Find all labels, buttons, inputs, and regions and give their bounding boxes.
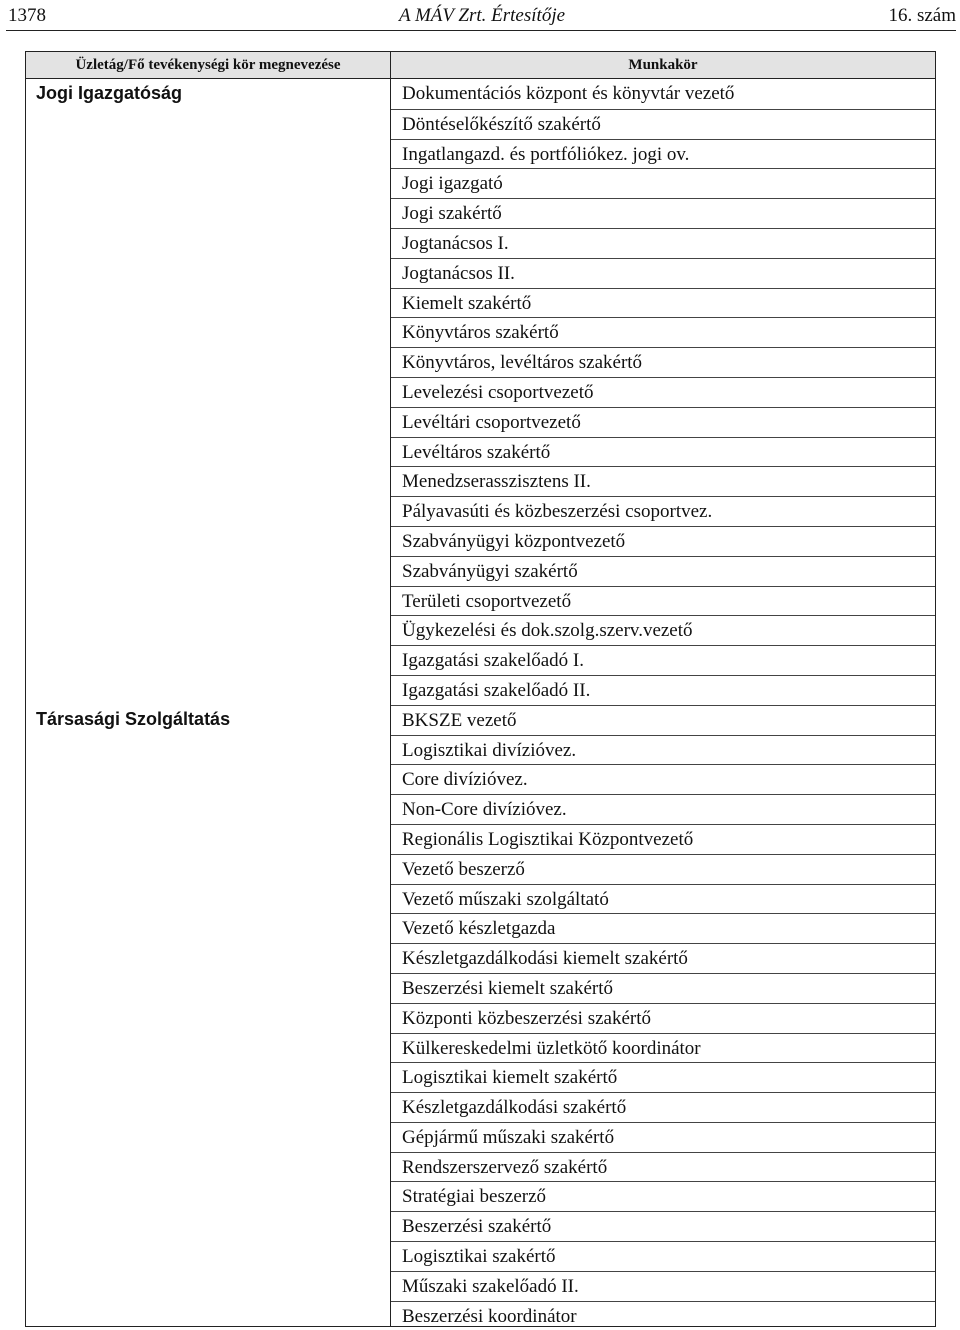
- role-cell: Regionális Logisztikai Központvezető: [391, 824, 935, 854]
- role-cell: Ingatlangazd. és portfóliókez. jogi ov.: [391, 139, 935, 169]
- role-cell: Levéltári csoportvezető: [391, 407, 935, 437]
- role-cell: Készletgazdálkodási szakértő: [391, 1092, 935, 1122]
- role-cell: Vezető beszerző: [391, 854, 935, 884]
- role-cell: Beszerzési koordinátor: [391, 1301, 935, 1330]
- role-cell: Döntéselőkészítő szakértő: [391, 109, 935, 139]
- role-cell: Műszaki szakelőadó II.: [391, 1271, 935, 1301]
- unit-column-header: Üzletág/Fő tevékenységi kör megnevezése: [75, 57, 341, 73]
- role-cell: Levelezési csoportvezető: [391, 377, 935, 407]
- role-cell: Külkereskedelmi üzletkötő koordinátor: [391, 1033, 935, 1063]
- issue-number: 16. szám: [888, 5, 956, 26]
- unit-name: Társasági Szolgáltatás: [36, 708, 231, 729]
- table-header-row: [26, 52, 935, 79]
- role-cell: Vezető készletgazda: [391, 913, 935, 943]
- unit-name: Jogi Igazgatóság: [36, 83, 183, 103]
- role-cell: Könyvtáros, levéltáros szakértő: [391, 347, 935, 377]
- role-cell: Szabványügyi szakértő: [391, 556, 935, 586]
- role-cell: Beszerzési szakértő: [391, 1211, 935, 1241]
- role-cell: Non-Core divízióvez.: [391, 794, 935, 824]
- header-rule: [6, 30, 956, 31]
- role-column-header: Munkakör: [628, 57, 698, 73]
- role-cell: Dokumentációs központ és könyvtár vezető: [402, 83, 735, 104]
- role-cell: Gépjármű műszaki szakértő: [391, 1122, 935, 1152]
- role-cell: Stratégiai beszerző: [391, 1181, 935, 1211]
- page-header: [8, 3, 956, 29]
- role-cell: BKSZE vezető: [391, 705, 935, 735]
- role-cell: Jogi szakértő: [391, 198, 935, 228]
- role-cell: Jogtanácsos II.: [391, 258, 935, 288]
- role-cell: Könyvtáros szakértő: [391, 317, 935, 347]
- role-cell: Logisztikai divízióvez.: [391, 735, 935, 765]
- role-cell: Levéltáros szakértő: [391, 437, 935, 467]
- page-number: 1378: [8, 5, 46, 26]
- job-roles-table: [25, 51, 936, 1327]
- role-cell: Jogtanácsos I.: [391, 228, 935, 258]
- role-cell: Területi csoportvezető: [391, 586, 935, 616]
- role-cell: Ügykezelési és dok.szolg.szerv.vezető: [391, 615, 935, 645]
- role-cell: Igazgatási szakelőadó I.: [391, 645, 935, 675]
- role-cell: Beszerzési kiemelt szakértő: [391, 973, 935, 1003]
- role-cell: Pályavasúti és közbeszerzési csoportvez.: [391, 496, 935, 526]
- role-cell: Központi közbeszerzési szakértő: [391, 1003, 935, 1033]
- role-list: [391, 79, 935, 1330]
- role-cell: Logisztikai kiemelt szakértő: [391, 1062, 935, 1092]
- role-cell: Logisztikai szakértő: [391, 1241, 935, 1271]
- role-cell: Igazgatási szakelőadó II.: [391, 675, 935, 705]
- role-cell: Szabványügyi központvezető: [391, 526, 935, 556]
- role-cell: Core divízióvez.: [391, 764, 935, 794]
- journal-title: A MÁV Zrt. Értesítője: [398, 5, 566, 26]
- role-cell: Menedzserasszisztens II.: [391, 466, 935, 496]
- role-cell: Készletgazdálkodási kiemelt szakértő: [391, 943, 935, 973]
- role-cell: Kiemelt szakértő: [391, 288, 935, 318]
- role-cell: Rendszerszervező szakértő: [391, 1152, 935, 1182]
- role-cell: Vezető műszaki szolgáltató: [391, 884, 935, 914]
- role-cell: Jogi igazgató: [391, 168, 935, 198]
